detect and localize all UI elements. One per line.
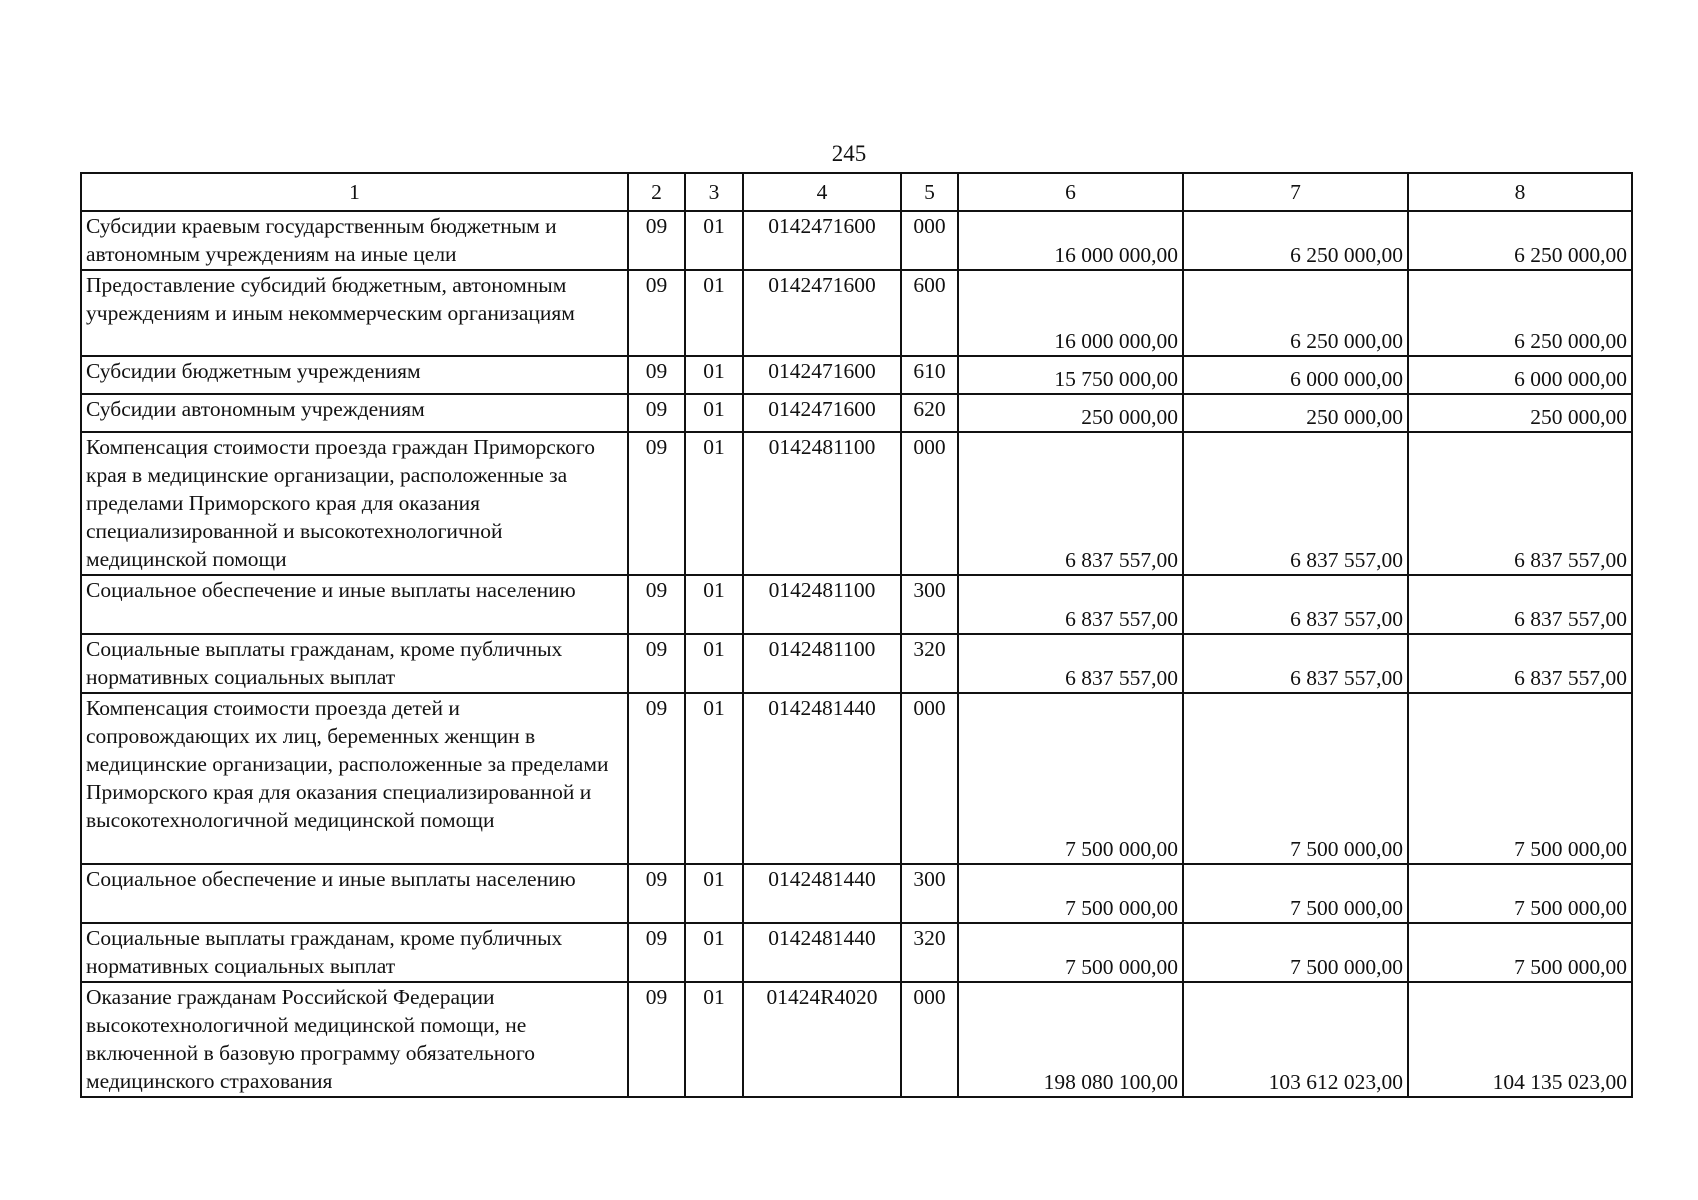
header-col-8: 8 xyxy=(1408,173,1632,211)
section-code: 09 xyxy=(628,394,685,432)
header-col-1: 1 xyxy=(81,173,628,211)
section-code: 09 xyxy=(628,432,685,575)
amount-col-8: 6 250 000,00 xyxy=(1408,211,1632,270)
subsection-code: 01 xyxy=(685,693,743,864)
row-name: Компенсация стоимости проезда граждан Приморского края в медицинские организации, расположенные за пределами Приморского края для оказания специализированной и высокотехнологичной медицинской помощи xyxy=(81,432,628,575)
header-col-3: 3 xyxy=(685,173,743,211)
amount-col-7: 7 500 000,00 xyxy=(1183,693,1408,864)
amount-col-7: 7 500 000,00 xyxy=(1183,923,1408,982)
table-row xyxy=(81,356,1632,394)
amount-col-8: 250 000,00 xyxy=(1408,394,1632,432)
expense-type-code: 600 xyxy=(901,270,958,356)
subsection-code: 01 xyxy=(685,982,743,1097)
page-number: 245 xyxy=(831,141,867,166)
row-name: Компенсация стоимости проезда детей и сопровождающих их лиц, беременных женщин в медицинские организации, расположенные за пределами Приморского края для оказания специализированной и высокотехнологичной медицинской помощи xyxy=(81,693,628,864)
subsection-code: 01 xyxy=(685,356,743,394)
table-row xyxy=(81,432,1632,575)
target-article-code: 0142481100 xyxy=(743,634,901,693)
section-code: 09 xyxy=(628,693,685,864)
section-code: 09 xyxy=(628,575,685,634)
section-code: 09 xyxy=(628,634,685,693)
amount-col-7: 103 612 023,00 xyxy=(1183,982,1408,1097)
expense-type-code: 320 xyxy=(901,634,958,693)
target-article-code: 0142481440 xyxy=(743,864,901,923)
amount-col-7: 6 837 557,00 xyxy=(1183,634,1408,693)
subsection-code: 01 xyxy=(685,864,743,923)
row-name: Социальные выплаты гражданам, кроме публичных нормативных социальных выплат xyxy=(81,923,628,982)
row-name: Предоставление субсидий бюджетным, автономным учреждениям и иным некоммерческим организациям xyxy=(81,270,628,356)
amount-col-6: 6 837 557,00 xyxy=(958,575,1183,634)
table-row xyxy=(81,864,1632,923)
section-code: 09 xyxy=(628,864,685,923)
amount-col-8: 6 837 557,00 xyxy=(1408,432,1632,575)
header-col-7: 7 xyxy=(1183,173,1408,211)
amount-col-7: 6 837 557,00 xyxy=(1183,575,1408,634)
expense-type-code: 000 xyxy=(901,693,958,864)
target-article-code: 0142481440 xyxy=(743,923,901,982)
amount-col-6: 6 837 557,00 xyxy=(958,634,1183,693)
amount-col-7: 6 250 000,00 xyxy=(1183,211,1408,270)
section-code: 09 xyxy=(628,356,685,394)
target-article-code: 0142481100 xyxy=(743,575,901,634)
expense-type-code: 610 xyxy=(901,356,958,394)
amount-col-6: 7 500 000,00 xyxy=(958,864,1183,923)
section-code: 09 xyxy=(628,923,685,982)
target-article-code: 0142481100 xyxy=(743,432,901,575)
target-article-code: 0142481440 xyxy=(743,693,901,864)
amount-col-8: 7 500 000,00 xyxy=(1408,864,1632,923)
table-row xyxy=(81,575,1632,634)
amount-col-6: 198 080 100,00 xyxy=(958,982,1183,1097)
amount-col-6: 7 500 000,00 xyxy=(958,923,1183,982)
expense-type-code: 300 xyxy=(901,864,958,923)
expense-type-code: 000 xyxy=(901,432,958,575)
header-col-2: 2 xyxy=(628,173,685,211)
expense-type-code: 000 xyxy=(901,982,958,1097)
section-code: 09 xyxy=(628,270,685,356)
subsection-code: 01 xyxy=(685,211,743,270)
expense-type-code: 620 xyxy=(901,394,958,432)
target-article-code: 0142471600 xyxy=(743,211,901,270)
row-name: Субсидии бюджетным учреждениям xyxy=(81,356,628,394)
amount-col-6: 16 000 000,00 xyxy=(958,211,1183,270)
section-code: 09 xyxy=(628,211,685,270)
header-col-6: 6 xyxy=(958,173,1183,211)
subsection-code: 01 xyxy=(685,432,743,575)
amount-col-7: 6 837 557,00 xyxy=(1183,432,1408,575)
subsection-code: 01 xyxy=(685,270,743,356)
table-row xyxy=(81,394,1632,432)
subsection-code: 01 xyxy=(685,634,743,693)
subsection-code: 01 xyxy=(685,394,743,432)
amount-col-7: 6 250 000,00 xyxy=(1183,270,1408,356)
amount-col-8: 6 837 557,00 xyxy=(1408,575,1632,634)
subsection-code: 01 xyxy=(685,923,743,982)
amount-col-6: 16 000 000,00 xyxy=(958,270,1183,356)
header-col-5: 5 xyxy=(901,173,958,211)
amount-col-6: 250 000,00 xyxy=(958,394,1183,432)
amount-col-6: 15 750 000,00 xyxy=(958,356,1183,394)
table-row xyxy=(81,923,1632,982)
target-article-code: 0142471600 xyxy=(743,270,901,356)
row-name: Оказание гражданам Российской Федерации высокотехнологичной медицинской помощи, не включенной в базовую программу обязательного медицинского страхования xyxy=(81,982,628,1097)
table-row xyxy=(81,693,1632,864)
row-name: Социальные выплаты гражданам, кроме публичных нормативных социальных выплат xyxy=(81,634,628,693)
target-article-code: 0142471600 xyxy=(743,356,901,394)
expense-type-code: 300 xyxy=(901,575,958,634)
amount-col-8: 6 837 557,00 xyxy=(1408,634,1632,693)
expense-type-code: 000 xyxy=(901,211,958,270)
section-code: 09 xyxy=(628,982,685,1097)
amount-col-7: 7 500 000,00 xyxy=(1183,864,1408,923)
header-col-4: 4 xyxy=(743,173,901,211)
table-row xyxy=(81,634,1632,693)
amount-col-8: 104 135 023,00 xyxy=(1408,982,1632,1097)
row-name: Субсидии краевым государственным бюджетным и автономным учреждениям на иные цели xyxy=(81,211,628,270)
amount-col-7: 250 000,00 xyxy=(1183,394,1408,432)
subsection-code: 01 xyxy=(685,575,743,634)
amount-col-8: 7 500 000,00 xyxy=(1408,923,1632,982)
amount-col-6: 6 837 557,00 xyxy=(958,432,1183,575)
amount-col-8: 6 000 000,00 xyxy=(1408,356,1632,394)
header-row xyxy=(81,173,1632,211)
target-article-code: 0142471600 xyxy=(743,394,901,432)
amount-col-6: 7 500 000,00 xyxy=(958,693,1183,864)
amount-col-8: 7 500 000,00 xyxy=(1408,693,1632,864)
target-article-code: 01424R4020 xyxy=(743,982,901,1097)
row-name: Социальное обеспечение и иные выплаты населению xyxy=(81,864,628,923)
amount-col-7: 6 000 000,00 xyxy=(1183,356,1408,394)
row-name: Субсидии автономным учреждениям xyxy=(81,394,628,432)
amount-col-8: 6 250 000,00 xyxy=(1408,270,1632,356)
table-row xyxy=(81,211,1632,270)
expense-type-code: 320 xyxy=(901,923,958,982)
row-name: Социальное обеспечение и иные выплаты населению xyxy=(81,575,628,634)
table-row xyxy=(81,270,1632,356)
table-row xyxy=(81,982,1632,1097)
budget-table xyxy=(80,172,1633,1098)
